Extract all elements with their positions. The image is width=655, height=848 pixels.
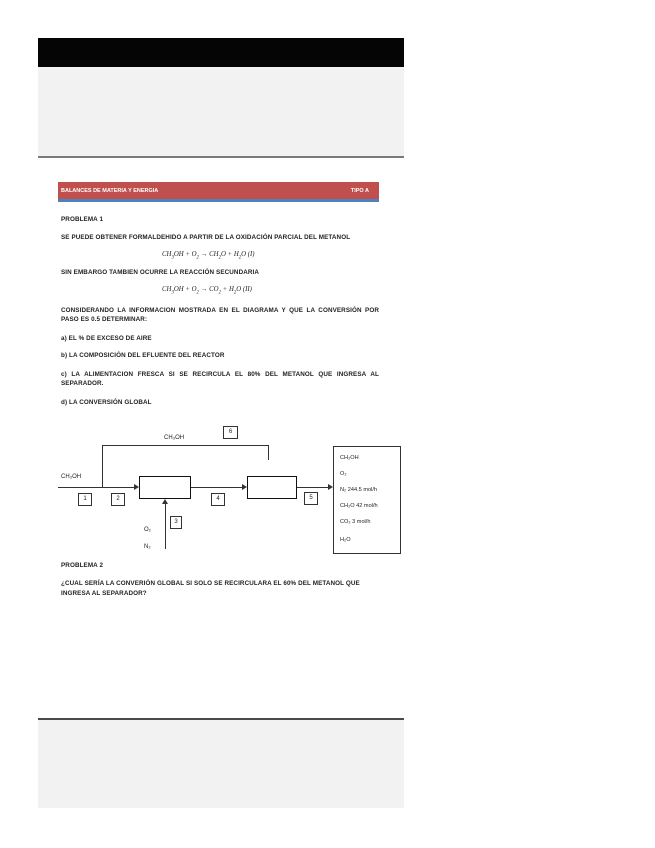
separator-box — [247, 476, 297, 499]
product-composition-box — [333, 446, 401, 554]
secondary-reaction-text: SIN EMBARGO TAMBIEN OCURRE LA REACCIÓN SECUNDARIA — [61, 269, 260, 276]
process-diagram — [58, 420, 408, 560]
recycle-return-line — [102, 445, 103, 487]
composition-item: H₂O — [340, 537, 351, 543]
problem-2-question: ¿CUAL SERÍA LA CONVERIÓN GLOBAL SI SOLO SE RECIRCULARA EL 60% DEL METANOL QUE INGRESA AL SEPARADOR? — [61, 580, 360, 597]
composition-item: CH₂OH — [340, 455, 359, 461]
composition-item: CO₂ 3 mol/h — [340, 519, 371, 525]
stream-number-6: 6 — [223, 426, 238, 439]
product-line — [297, 487, 328, 488]
problem-1-title: PROBLEMA 1 — [61, 216, 104, 223]
arrow-up-icon — [162, 499, 168, 504]
considering-text: CONSIDERANDO LA INFORMACION MOSTRADA EN EL DIAGRAMA Y QUE LA CONVERSIÓN POR PASO ES 0.5 DETERMINAR: — [61, 307, 379, 323]
question-d: d) LA CONVERSIÓN GLOBAL — [61, 399, 152, 406]
feed-line — [58, 487, 134, 488]
stream-number-4: 4 — [211, 493, 225, 506]
problem-1-intro: SE PUEDE OBTENER FORMALDEHIDO A PARTIR DE LA OXIDACIÓN PARCIAL DEL METANOL — [61, 234, 351, 241]
reactor-outlet-line — [191, 487, 242, 488]
header-type: TIPO A — [350, 188, 369, 194]
stream-number-1: 1 — [78, 493, 92, 506]
air-inlet-line — [165, 504, 166, 549]
reaction-1: $CH_3OH + O_2 \to CH_2O + H_2O$ (I) — [162, 251, 255, 261]
question-c: c) LA ALIMENTACION FRESCA SI SE RECIRCULA EL 80% DEL METANOL QUE INGRESA AL SEPARADOR. — [61, 371, 379, 387]
problem-2-title: PROBLEMA 2 — [61, 562, 104, 569]
composition-item: O₂ — [340, 471, 347, 477]
recycle-line — [102, 445, 268, 446]
stream-number-3: 3 — [170, 516, 182, 529]
recycle-label: CH₃OH — [164, 435, 185, 441]
composition-item: CH₂O 42 mol/h — [340, 503, 378, 509]
oxygen-label: O₂ — [144, 527, 151, 533]
stream-number-5: 5 — [304, 492, 318, 505]
bottom-gray-panel — [38, 720, 404, 808]
question-a: a) EL % DE EXCESO DE AIRE — [61, 335, 152, 342]
nitrogen-label: N₂ — [144, 544, 151, 550]
reaction-2: $CH_3OH + O_2 \to CO_2 + H_2O$ (II) — [162, 286, 252, 296]
recycle-drop-line — [268, 445, 269, 460]
document-header-bar — [58, 182, 379, 202]
feed-label: CH₃OH — [61, 474, 82, 480]
reactor-box — [139, 476, 191, 499]
top-dark-bar — [38, 38, 404, 67]
header-course-title: BALANCES DE MATERIA Y ENERGIA — [61, 188, 159, 194]
question-b: b) LA COMPOSICIÓN DEL EFLUENTE DEL REACTOR — [61, 352, 225, 359]
composition-item: N₂ 244.5 mol/h — [340, 487, 377, 493]
top-gray-panel — [38, 67, 404, 158]
stream-number-2: 2 — [111, 493, 125, 506]
document-page — [58, 180, 384, 620]
